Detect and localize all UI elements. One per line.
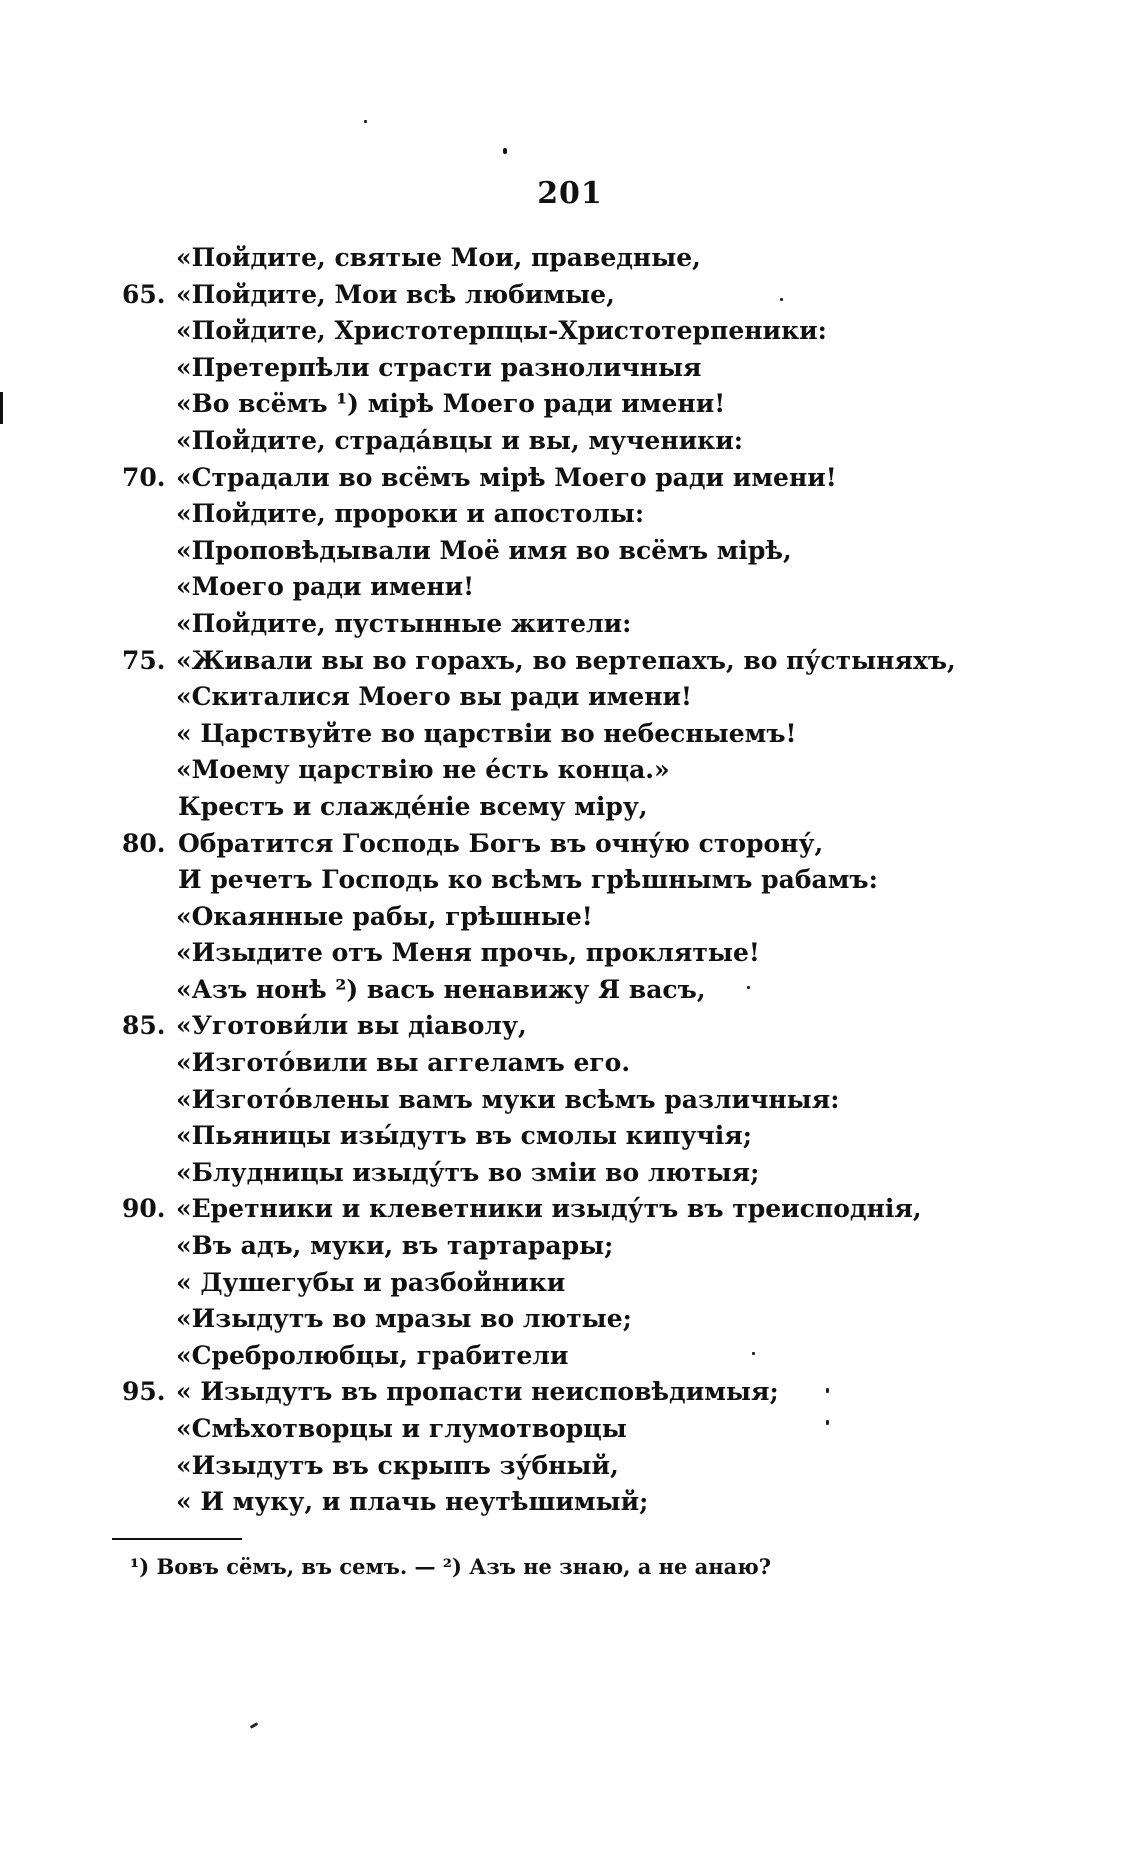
- verse-line: [0, 1228, 1140, 1265]
- verse-text: «Пойдите, святые Мои, праведные,: [176, 243, 701, 272]
- verse-text: «Претерпѣли страсти разноличныя: [176, 352, 702, 382]
- verse-text: «Моему царствію не е́сть конца.»: [176, 755, 670, 785]
- verse-line: [0, 1411, 1140, 1448]
- verse-text: « Душегубы и разбойники: [176, 1267, 566, 1297]
- verse-line: [0, 240, 1140, 277]
- verse-text: «Блудницы изыду́тъ во зміи во лютыя;: [176, 1157, 760, 1187]
- verse-line: [0, 569, 1140, 606]
- verse-text: «Пойдите, пророки и апостолы:: [176, 499, 645, 529]
- verse-text: «Сребролюбцы, грабители: [176, 1340, 569, 1370]
- verse-text: И речетъ Господь ко всѣмъ грѣшнымъ рабамъ:: [178, 865, 878, 895]
- print-mark: [503, 148, 507, 154]
- verse-line: [0, 643, 1140, 680]
- verse-line: [0, 1045, 1140, 1082]
- verse-text: «Изгото́влены вамъ муки всѣмъ различныя:: [176, 1084, 840, 1114]
- footnote-rule: [112, 1538, 242, 1540]
- verse-line: [0, 862, 1140, 899]
- verse-line: [0, 716, 1140, 753]
- verse-line: [0, 1338, 1140, 1375]
- verse-text: «Пьяницы изы́дутъ въ смолы кипучія;: [176, 1121, 752, 1151]
- verse-text: Обратится Господь Богъ въ очну́ю сторону́,: [178, 828, 824, 858]
- verse-text: «Изгото́вили вы аггеламъ его.: [176, 1048, 631, 1078]
- verse-number: 80.: [122, 828, 166, 858]
- verse-line: [0, 386, 1140, 423]
- verse-line: [0, 350, 1140, 387]
- verse-number: 65.: [122, 279, 166, 309]
- print-speck: [364, 120, 367, 123]
- verse-text: «Страдали во всёмъ мірѣ Моего ради имени!: [176, 462, 837, 492]
- verse-text: Крестъ и слажде́ніе всему міру,: [178, 791, 648, 821]
- page-number: 201: [537, 176, 603, 211]
- verse-line: [0, 826, 1140, 863]
- verse-line: [0, 606, 1140, 643]
- footnote: ¹) Вовъ сёмъ, въ семъ. — ²) Азъ не знаю, а не анаю?: [130, 1554, 772, 1579]
- verse-line: [0, 1374, 1140, 1411]
- verse-line: [0, 935, 1140, 972]
- verse-line: [0, 460, 1140, 497]
- verse-text: «Уготови́ли вы діаволу,: [176, 1011, 527, 1041]
- verse-text: « Изыдутъ въ пропасти неисповѣдимыя;: [176, 1377, 779, 1407]
- verse-text: «Изыдите отъ Меня прочь, проклятые!: [176, 938, 760, 968]
- verse-line: [0, 972, 1140, 1009]
- verse-text: «Пойдите, Христотерпцы-Христотерпеники:: [176, 316, 827, 346]
- verse-line: [0, 789, 1140, 826]
- verse-number: 70.: [122, 462, 166, 492]
- verse-line: [0, 1118, 1140, 1155]
- verse-line: [0, 533, 1140, 570]
- verse-line: [0, 899, 1140, 936]
- verse-line: [0, 1448, 1140, 1485]
- verse-number: 85.: [122, 1011, 166, 1041]
- verse-line: [0, 277, 1140, 314]
- verse-text: «Пойдите, Мои всѣ любимые,: [176, 279, 615, 309]
- verse-text: «Проповѣдывали Моё имя во всёмъ мірѣ,: [176, 535, 792, 565]
- verse-text: «Моего ради имени!: [176, 572, 475, 602]
- verse-text: «Смѣхотворцы и глумотворцы: [176, 1414, 627, 1443]
- verse-line: [0, 679, 1140, 716]
- verse-line: [0, 1008, 1140, 1045]
- verse-text: «Азъ нонѣ ²) васъ ненавижу Я васъ,: [176, 974, 706, 1004]
- verse-line: [0, 496, 1140, 533]
- verse-text: «Скиталися Моего вы ради имени!: [176, 682, 693, 712]
- verse-text: «Окаянные рабы, грѣшные!: [176, 901, 593, 931]
- poem-body: [0, 240, 1140, 1521]
- verse-line: [0, 1082, 1140, 1119]
- verse-text: «Изыдутъ во мразы во лютые;: [176, 1304, 632, 1334]
- verse-text: « Царствуйте во царствіи во небесныемъ!: [176, 718, 797, 748]
- print-speck: [250, 1722, 258, 1729]
- verse-line: [0, 752, 1140, 789]
- verse-line: [0, 1155, 1140, 1192]
- verse-number: 90.: [122, 1194, 166, 1224]
- verse-number: 75.: [122, 645, 166, 675]
- verse-line: [0, 1484, 1140, 1521]
- verse-text: «Пойдите, страда́вцы и вы, мученики:: [176, 425, 743, 455]
- verse-text: « И муку, и плачь неутѣшимый;: [176, 1487, 649, 1517]
- verse-text: «Пойдите, пустынные жители:: [176, 608, 632, 638]
- verse-text: «Еретники и клеветники изыду́тъ въ треисподнія,: [176, 1194, 922, 1224]
- verse-number: 95.: [122, 1377, 166, 1407]
- verse-text: «Въ адъ, муки, въ тартарары;: [176, 1231, 614, 1261]
- verse-line: [0, 1265, 1140, 1302]
- verse-text: «Живали вы во горахъ, во вертепахъ, во пу́стыняхъ,: [176, 645, 956, 675]
- verse-line: [0, 1301, 1140, 1338]
- verse-line: [0, 313, 1140, 350]
- verse-text: «Во всёмъ ¹) мірѣ Моего ради имени!: [176, 389, 726, 419]
- verse-line: [0, 423, 1140, 460]
- verse-text: «Изыдутъ въ скрыпъ зу́бный,: [176, 1450, 619, 1480]
- verse-line: [0, 1191, 1140, 1228]
